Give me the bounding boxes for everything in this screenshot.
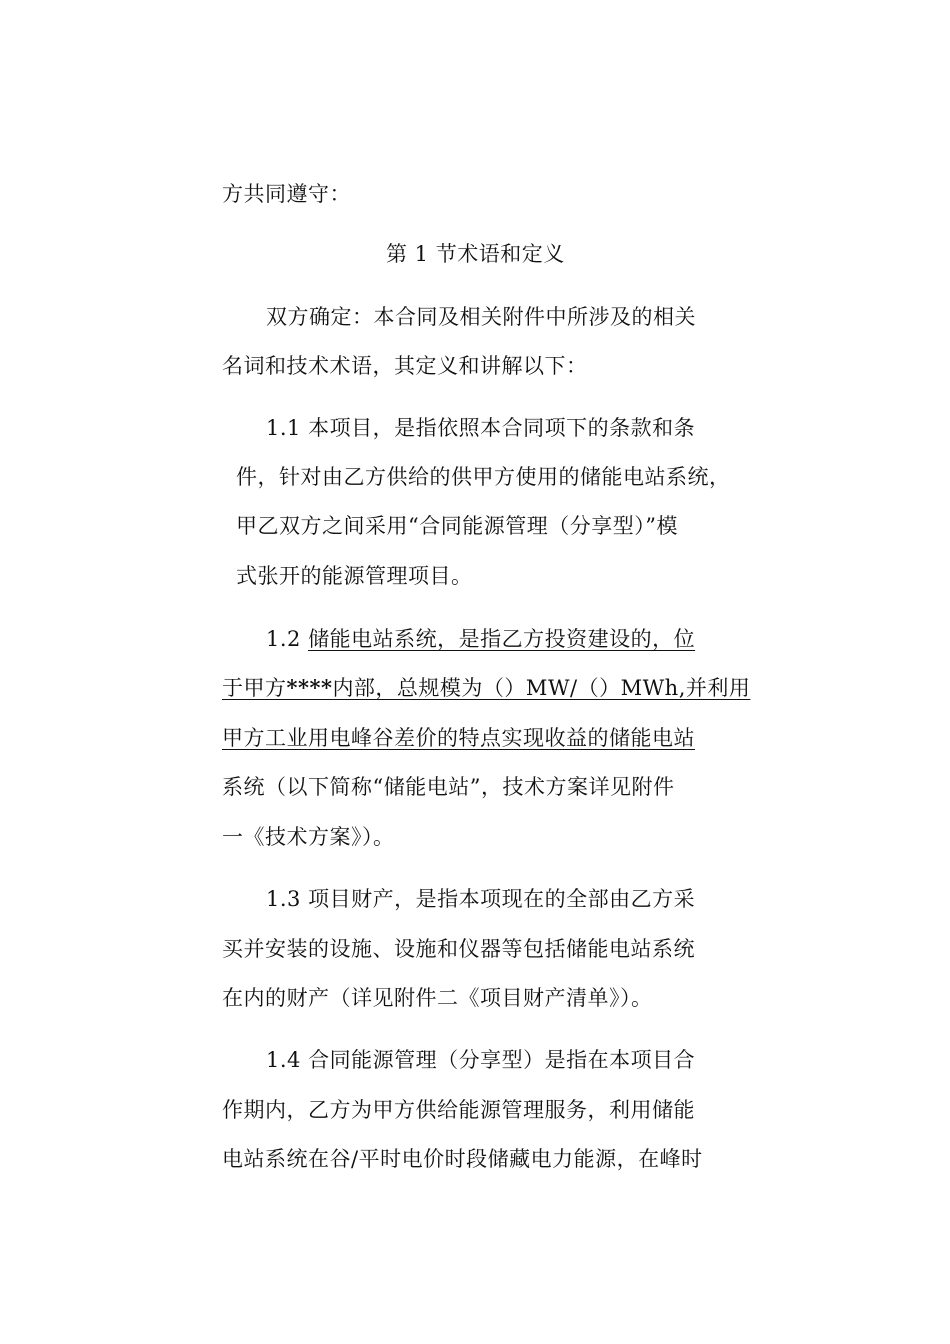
clause-1-1-line: 甲乙双方之间采用“合同能源管理（分享型）”模: [236, 514, 678, 538]
masked-placeholder: ****: [286, 675, 333, 700]
paragraph-line: 名词和技术术语，其定义和讲解以下：: [222, 354, 588, 378]
clause-1-1-line: 式张开的能源管理项目。: [236, 564, 473, 588]
clause-1-4-line: 1.4 合同能源管理（分享型）是指在本项目合: [266, 1048, 696, 1072]
clause-1-2-line: [222, 724, 695, 752]
clause-1-4-line: 电站系统在谷/平时电价时段储藏电力能源，在峰时: [222, 1147, 703, 1171]
underlined-text: 甲方工业用电峰谷差价的特点实现收益的储能电站: [222, 726, 695, 750]
clause-1-3-line: 买并安装的设施、设施和仪器等包括储能电站系统: [222, 937, 695, 961]
underlined-text: 于甲方: [222, 676, 287, 700]
clause-1-2-line: [222, 674, 750, 702]
clause-1-3-line: 在内的财产（详见附件二《项目财产清单》）。: [222, 986, 653, 1010]
clause-1-2-line: 一《技术方案》）。: [222, 825, 395, 849]
continuation-line: 方共同遵守：: [222, 182, 351, 206]
clause-1-1-line: 件，针对由乙方供给的供甲方使用的储能电站系统，: [236, 465, 731, 489]
clause-1-4-line: 作期内，乙方为甲方供给能源管理服务，利用储能: [222, 1098, 695, 1122]
section-heading: 第 1 节术语和定义: [386, 242, 565, 266]
clause-1-2-line: 系统（以下简称“储能电站”，技术方案详见附件: [222, 775, 675, 799]
underlined-text: 内部，总规模为（）MW/（）MWh,并利用: [332, 676, 751, 700]
paragraph-line: 双方确定：本合同及相关附件中所涉及的相关: [266, 305, 696, 329]
clause-number: 1.2: [266, 627, 309, 651]
clause-1-1-line: 1.1 本项目，是指依照本合同项下的条款和条: [266, 416, 696, 440]
clause-1-3-line: 1.3 项目财产，是指本项现在的全部由乙方采: [266, 887, 696, 911]
clause-1-2-line: [266, 625, 695, 653]
underlined-text: 储能电站系统，是指乙方投资建设的，位: [308, 627, 696, 651]
